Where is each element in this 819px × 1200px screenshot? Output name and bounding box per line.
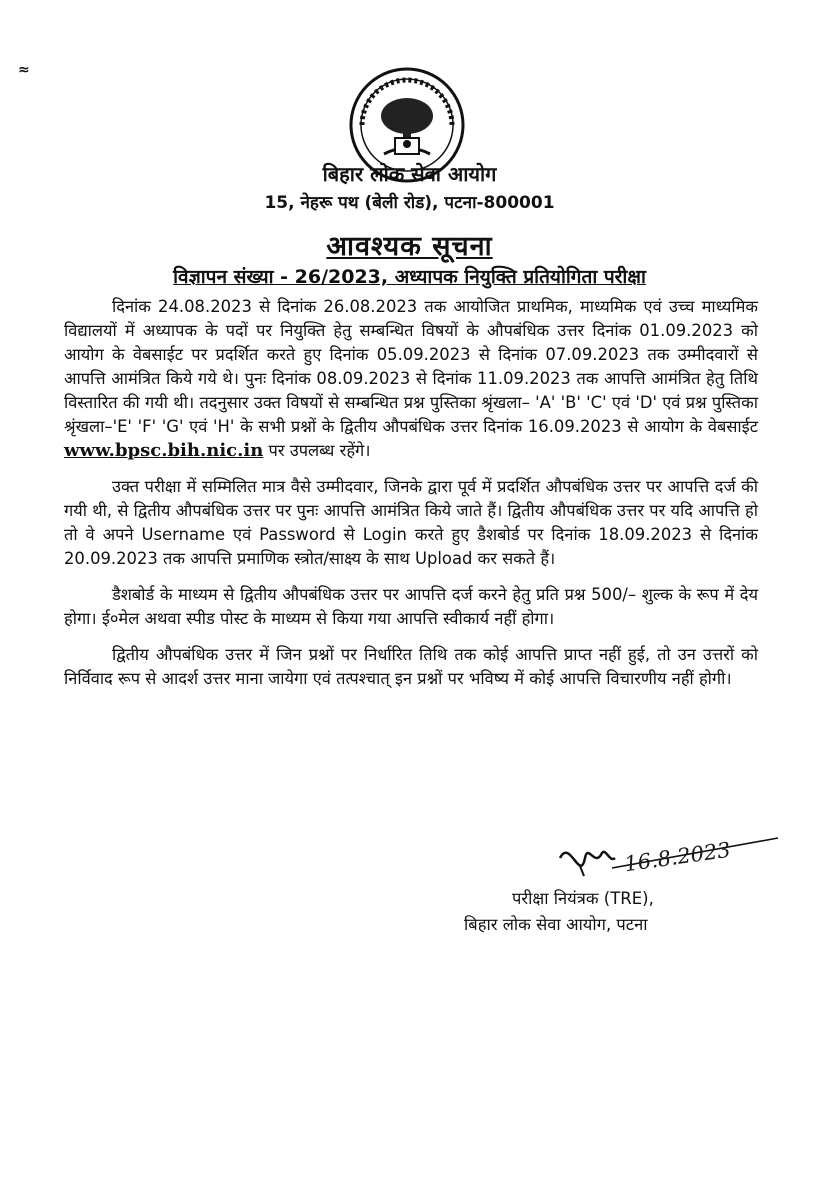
signatory-designation: परीक्षा नियंत्रक (TRE), — [512, 889, 654, 908]
signatory-office: बिहार लोक सेवा आयोग, पटना — [464, 915, 648, 934]
paragraph-2: उक्त परीक्षा में सम्मिलित मात्र वैसे उम्मीदवार, जिनके द्वारा पूर्व में प्रदर्शित औपबंधिक उत्तर पर आपत्ति दर्ज की गयी थी, से द्वितीय औपबंधिक उत्तर पर पुनः आपत्ति आमंत्रित किये जाते हैं। द्वितीय औपबंधिक उत्तर पर यदि आपत्ति हो तो वे अपने Username एवं Password से Login करते हुए डैशबोर्ड पर दिनांक 18.09.2023 से दिनांक 20.09.2023 तक आपत्ति प्रमाणिक स्त्रोत/साक्ष्य के साथ Upload कर सकते हैं। — [64, 477, 758, 568]
corner-mark: ≈ — [18, 62, 30, 78]
notice-subject: विज्ञापन संख्या - 26/2023, अध्यापक नियुक्ति प्रतियोगिता परीक्षा — [173, 266, 646, 288]
signature-date: 16.8.2023 — [622, 837, 733, 877]
notice-body — [64, 295, 758, 703]
paragraph-4: द्वितीय औपबंधिक उत्तर में जिन प्रश्नों पर निर्धारित तिथि तक कोई आपत्ति प्राप्त नहीं हुई, तो उन उत्तरों को निर्विवाद रूप से आदर्श उत्तर माना जायेगा एवं तत्पश्चात् इन प्रश्नों पर भविष्य में कोई आपत्ति विचारणीय नहीं होगी। — [64, 645, 758, 688]
paragraph-1 — [64, 295, 758, 463]
paragraph-3: डैशबोर्ड के माध्यम से द्वितीय औपबंधिक उत्तर पर आपत्ति दर्ज करने हेतु प्रति प्रश्न 500/– शुल्क के रूप में देय होगा। ई०मेल अथवा स्पीड पोस्ट के माध्यम से किया गया आपत्ति स्वीकार्य नहीं होगा। — [64, 585, 758, 628]
notice-title: आवश्यक सूचना — [326, 231, 493, 262]
organization-name: बिहार लोक सेवा आयोग — [322, 162, 497, 186]
paragraph-1-text: दिनांक 24.08.2023 से दिनांक 26.08.2023 तक आयोजित प्राथमिक, माध्यमिक एवं उच्च माध्यमिक विद्यालयों में अध्यापक के पदों पर नियुक्ति हेतु सम्बन्धित विषयों के औपबंधिक उत्तर दिनांक 01.09.2023 को आयोग के वेबसाईट पर प्रदर्शित करते हुए दिनांक 05.09.2023 से दिनांक 07.09.2023 तक उम्मीदवारों से आपत्ति आमंत्रित किये गये थे। पुनः दिनांक 08.09.2023 से दिनांक 11.09.2023 तक आपत्ति आमंत्रित हेतु तिथि विस्तारित की गयी थी। तदनुसार उक्त विषयों से सम्बन्धित प्रश्न पुस्तिका श्रृंखला– 'A' 'B' 'C' एवं 'D' एवं प्रश्न पुस्तिका श्रृंखला–'E' 'F' 'G' एवं 'H' के सभी प्रश्नों के द्वितीय औपबंधिक उत्तर दिनांक 16.09.2023 से आयोग के वेबसाईट — [64, 297, 758, 436]
paragraph-1-end: पर उपलब्ध रहेंगे। — [268, 441, 371, 460]
website-link[interactable]: www.bpsc.bih.nic.in — [64, 440, 264, 461]
organization-address: 15, नेहरू पथ (बेली रोड), पटना-800001 — [264, 193, 555, 213]
